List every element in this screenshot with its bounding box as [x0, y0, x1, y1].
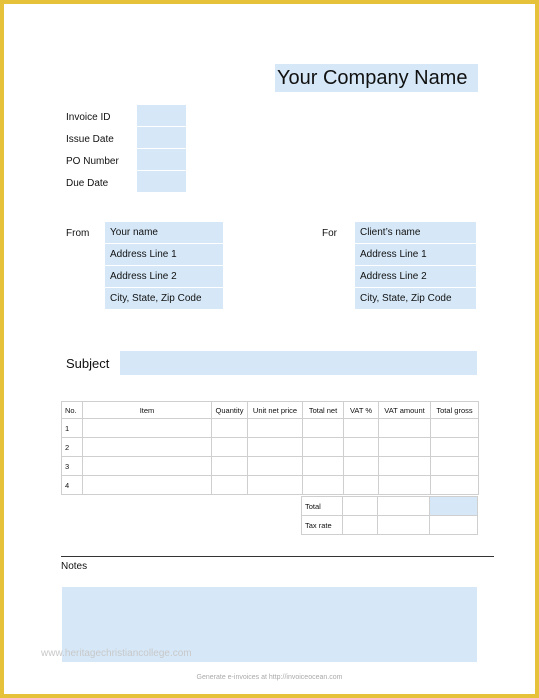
vat-amount-cell[interactable] — [379, 419, 431, 438]
unit-price-cell[interactable] — [248, 457, 303, 476]
tax-rate-amount-cell[interactable] — [378, 516, 430, 535]
table-row — [62, 476, 479, 495]
company-name[interactable]: Your Company Name — [275, 64, 478, 92]
item-cell[interactable] — [83, 419, 212, 438]
due-date-field[interactable] — [137, 171, 186, 193]
total-net-cell[interactable] — [303, 457, 344, 476]
vat-amount-cell[interactable] — [379, 438, 431, 457]
vat-amount-cell[interactable] — [379, 457, 431, 476]
divider — [61, 556, 494, 557]
client-city-field[interactable]: City, State, Zip Code — [355, 288, 476, 310]
total-label: Total — [302, 497, 343, 516]
totals-table — [301, 496, 478, 535]
from-name-field[interactable]: Your name — [105, 222, 223, 244]
from-city-field[interactable]: City, State, Zip Code — [105, 288, 223, 310]
col-item: Item — [83, 402, 212, 419]
total-gross-field[interactable] — [430, 497, 478, 516]
col-vat-percent: VAT % — [344, 402, 379, 419]
vat-percent-cell[interactable] — [344, 457, 379, 476]
quantity-cell[interactable] — [212, 476, 248, 495]
row-number: 2 — [62, 438, 83, 457]
col-no: No. — [62, 402, 83, 419]
row-number: 3 — [62, 457, 83, 476]
invoice-page — [4, 4, 535, 694]
watermark: www.heritagechristiancollege.com — [41, 648, 192, 659]
subject-label: Subject — [66, 356, 110, 371]
issue-date-label: Issue Date — [66, 134, 114, 145]
col-vat-amount: VAT amount — [379, 402, 431, 419]
footer-text: Generate e-invoices at http://invoiceocean.com — [196, 674, 343, 681]
po-number-label: PO Number — [66, 156, 119, 167]
table-header-row — [62, 402, 479, 419]
notes-label: Notes — [61, 561, 88, 572]
total-vat-cell[interactable] — [343, 497, 378, 516]
table-row — [62, 457, 479, 476]
vat-percent-cell[interactable] — [344, 438, 379, 457]
row-number: 1 — [62, 419, 83, 438]
quantity-cell[interactable] — [212, 438, 248, 457]
total-vat-amount-cell[interactable] — [378, 497, 430, 516]
client-name-field[interactable]: Client’s name — [355, 222, 476, 244]
vat-percent-cell[interactable] — [344, 476, 379, 495]
for-label: For — [322, 228, 337, 239]
col-total-gross: Total gross — [431, 402, 479, 419]
vat-percent-cell[interactable] — [344, 419, 379, 438]
from-address-block — [105, 222, 223, 310]
row-number: 4 — [62, 476, 83, 495]
tax-rate-gross-cell[interactable] — [430, 516, 478, 535]
total-net-cell[interactable] — [303, 438, 344, 457]
unit-price-cell[interactable] — [248, 476, 303, 495]
vat-amount-cell[interactable] — [379, 476, 431, 495]
table-row — [62, 438, 479, 457]
quantity-cell[interactable] — [212, 457, 248, 476]
due-date-label: Due Date — [66, 178, 109, 189]
invoice-id-label: Invoice ID — [66, 112, 111, 123]
client-address1-field[interactable]: Address Line 1 — [355, 244, 476, 266]
total-gross-cell[interactable] — [431, 457, 479, 476]
total-gross-cell[interactable] — [431, 419, 479, 438]
item-cell[interactable] — [83, 457, 212, 476]
total-net-cell[interactable] — [303, 419, 344, 438]
col-unit-price: Unit net price — [248, 402, 303, 419]
total-gross-cell[interactable] — [431, 438, 479, 457]
from-address2-field[interactable]: Address Line 2 — [105, 266, 223, 288]
po-number-field[interactable] — [137, 149, 186, 171]
from-address1-field[interactable]: Address Line 1 — [105, 244, 223, 266]
tax-rate-row — [302, 516, 478, 535]
col-quantity: Quantity — [212, 402, 248, 419]
subject-field[interactable] — [120, 351, 477, 375]
unit-price-cell[interactable] — [248, 419, 303, 438]
for-address-block — [355, 222, 476, 310]
total-gross-cell[interactable] — [431, 476, 479, 495]
total-net-cell[interactable] — [303, 476, 344, 495]
invoice-id-field[interactable] — [137, 105, 186, 127]
quantity-cell[interactable] — [212, 419, 248, 438]
tax-rate-label: Tax rate — [302, 516, 343, 535]
tax-rate-vat-cell[interactable] — [343, 516, 378, 535]
items-table — [61, 401, 479, 495]
client-address2-field[interactable]: Address Line 2 — [355, 266, 476, 288]
unit-price-cell[interactable] — [248, 438, 303, 457]
total-row — [302, 497, 478, 516]
issue-date-field[interactable] — [137, 127, 186, 149]
from-label: From — [66, 228, 90, 239]
table-row — [62, 419, 479, 438]
item-cell[interactable] — [83, 438, 212, 457]
item-cell[interactable] — [83, 476, 212, 495]
col-total-net: Total net — [303, 402, 344, 419]
